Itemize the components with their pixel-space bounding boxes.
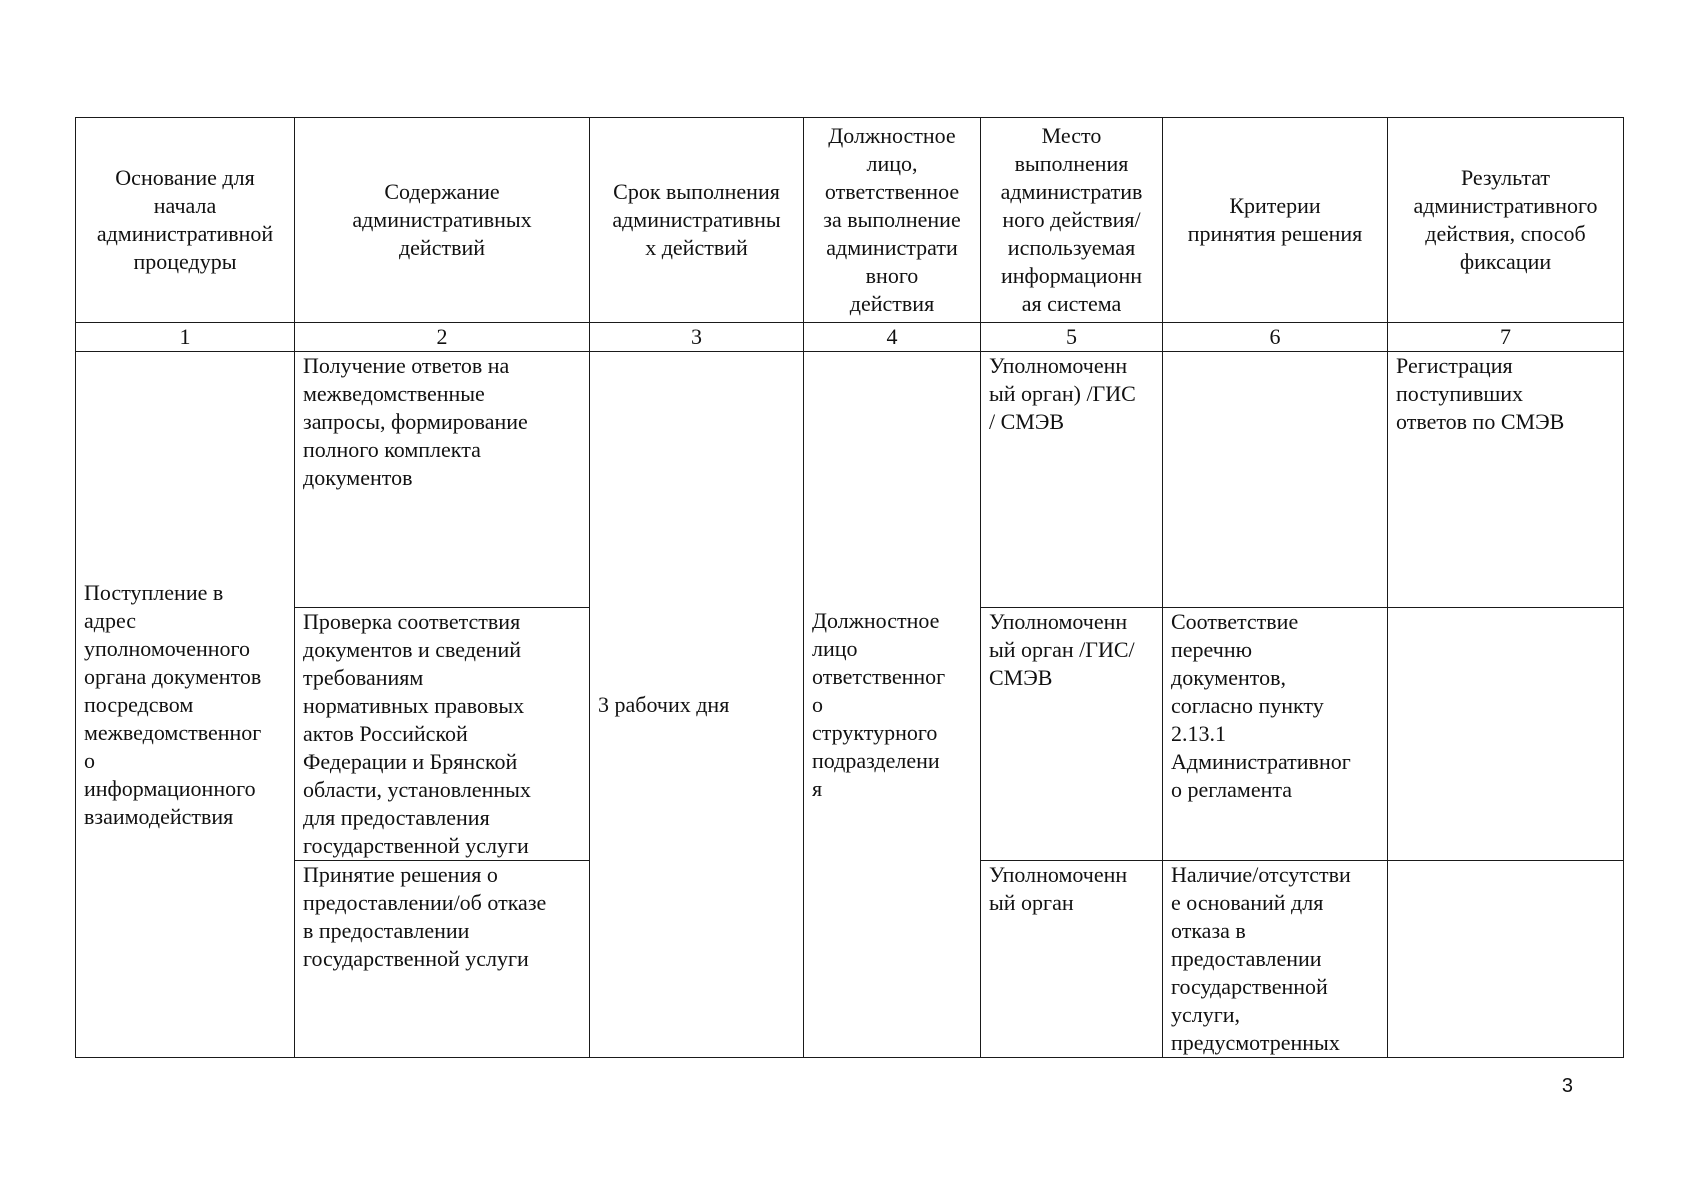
header-row (76, 118, 1624, 323)
header-place: Место выполнения административ ного действия/ используемая информационн ая система (981, 118, 1163, 323)
result-cell (1388, 861, 1624, 1058)
result-cell: Регистрация поступивших ответов по СМЭВ (1388, 352, 1624, 608)
content-cell: Проверка соответствия документов и сведений требованиям нормативных правовых актов Российской Федерации и Брянской области, установленных для предоставления государственной услуги (295, 608, 590, 861)
official-cell: Должностное лицо ответственног о структурного подразделени я (804, 352, 981, 1058)
header-term: Срок выполнения административны х действий (590, 118, 804, 323)
column-number: 4 (804, 323, 981, 352)
column-number: 1 (76, 323, 295, 352)
header-result: Результат административного действия, способ фиксации (1388, 118, 1624, 323)
term-cell: 3 рабочих дня (590, 352, 804, 1058)
administrative-procedure-table (75, 117, 1624, 1058)
result-cell (1388, 608, 1624, 861)
header-criteria: Критерии принятия решения (1163, 118, 1388, 323)
place-cell: Уполномоченн ый орган) /ГИС / СМЭВ (981, 352, 1163, 608)
place-cell: Уполномоченн ый орган (981, 861, 1163, 1058)
column-number: 7 (1388, 323, 1624, 352)
criteria-cell: Соответствие перечню документов, согласно пункту 2.13.1 Административног о регламента (1163, 608, 1388, 861)
place-cell: Уполномоченн ый орган /ГИС/ СМЭВ (981, 608, 1163, 861)
criteria-cell (1163, 352, 1388, 608)
table-row (76, 352, 1624, 608)
header-content: Содержание административных действий (295, 118, 590, 323)
column-number: 3 (590, 323, 804, 352)
header-official: Должностное лицо, ответственное за выполнение администрати вного действия (804, 118, 981, 323)
column-number-row (76, 323, 1624, 352)
header-basis: Основание для начала административной процедуры (76, 118, 295, 323)
content-cell: Принятие решения о предоставлении/об отказе в предоставлении государственной услуги (295, 861, 590, 1058)
column-number: 5 (981, 323, 1163, 352)
content-cell: Получение ответов на межведомственные запросы, формирование полного комплекта документов (295, 352, 590, 608)
basis-cell: Поступление в адрес уполномоченного органа документов посредсвом межведомственног о информационного взаимодействия (76, 352, 295, 1058)
column-number: 2 (295, 323, 590, 352)
criteria-cell: Наличие/отсутстви е оснований для отказа в предоставлении государственной услуги, предусмотренных (1163, 861, 1388, 1058)
page-number: 3 (1561, 1075, 1573, 1097)
column-number: 6 (1163, 323, 1388, 352)
